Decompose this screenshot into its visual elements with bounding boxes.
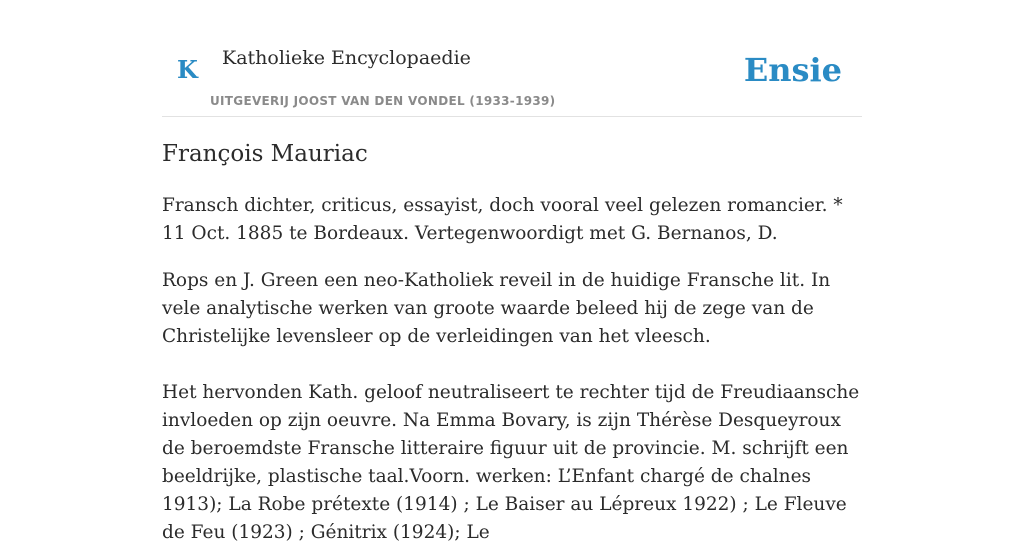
brand-logo[interactable]: Ensie	[743, 51, 842, 89]
publisher-subtitle: UITGEVERIJ JOOST VAN DEN VONDEL (1933-1939)	[210, 94, 556, 108]
site-header	[162, 0, 862, 117]
article-paragraph: Fransch dichter, criticus, essayist, doch vooral veel gelezen romancier. * 11 Oct. 1885 te Bordeaux. Vertegenwoordigt met G. Bernanos, D.	[162, 195, 843, 244]
site-title[interactable]: Katholieke Encyclopaedie	[222, 47, 471, 69]
article-paragraph: Rops en J. Green een neo-Katholiek reveil in de huidige Fransche lit. In vele analytische werken van groote waarde beleed hij de zege van de Christelijke levensleer op de verleidingen van het vleesch.	[162, 270, 831, 347]
article-title: François Mauriac	[162, 141, 368, 167]
site-logo[interactable]: K	[177, 55, 198, 84]
article-paragraph: Het hervonden Kath. geloof neutraliseert te rechter tijd de Freudiaansche invloeden op zijn oeuvre. Na Emma Bovary, is zijn Thérèse Desqueyroux de beroemdste Fransche litteraire figuur uit de provincie. M. schrijft een beeldrijke, plastische taal.Voorn. werken: L’Enfant chargé de chalnes 1913); La Robe prétexte (1914) ; Le Baiser au Lépreux 1922) ; Le Fleuve de Feu (1923) ; Génitrix (1924); Le	[162, 382, 860, 543]
page	[162, 0, 862, 543]
